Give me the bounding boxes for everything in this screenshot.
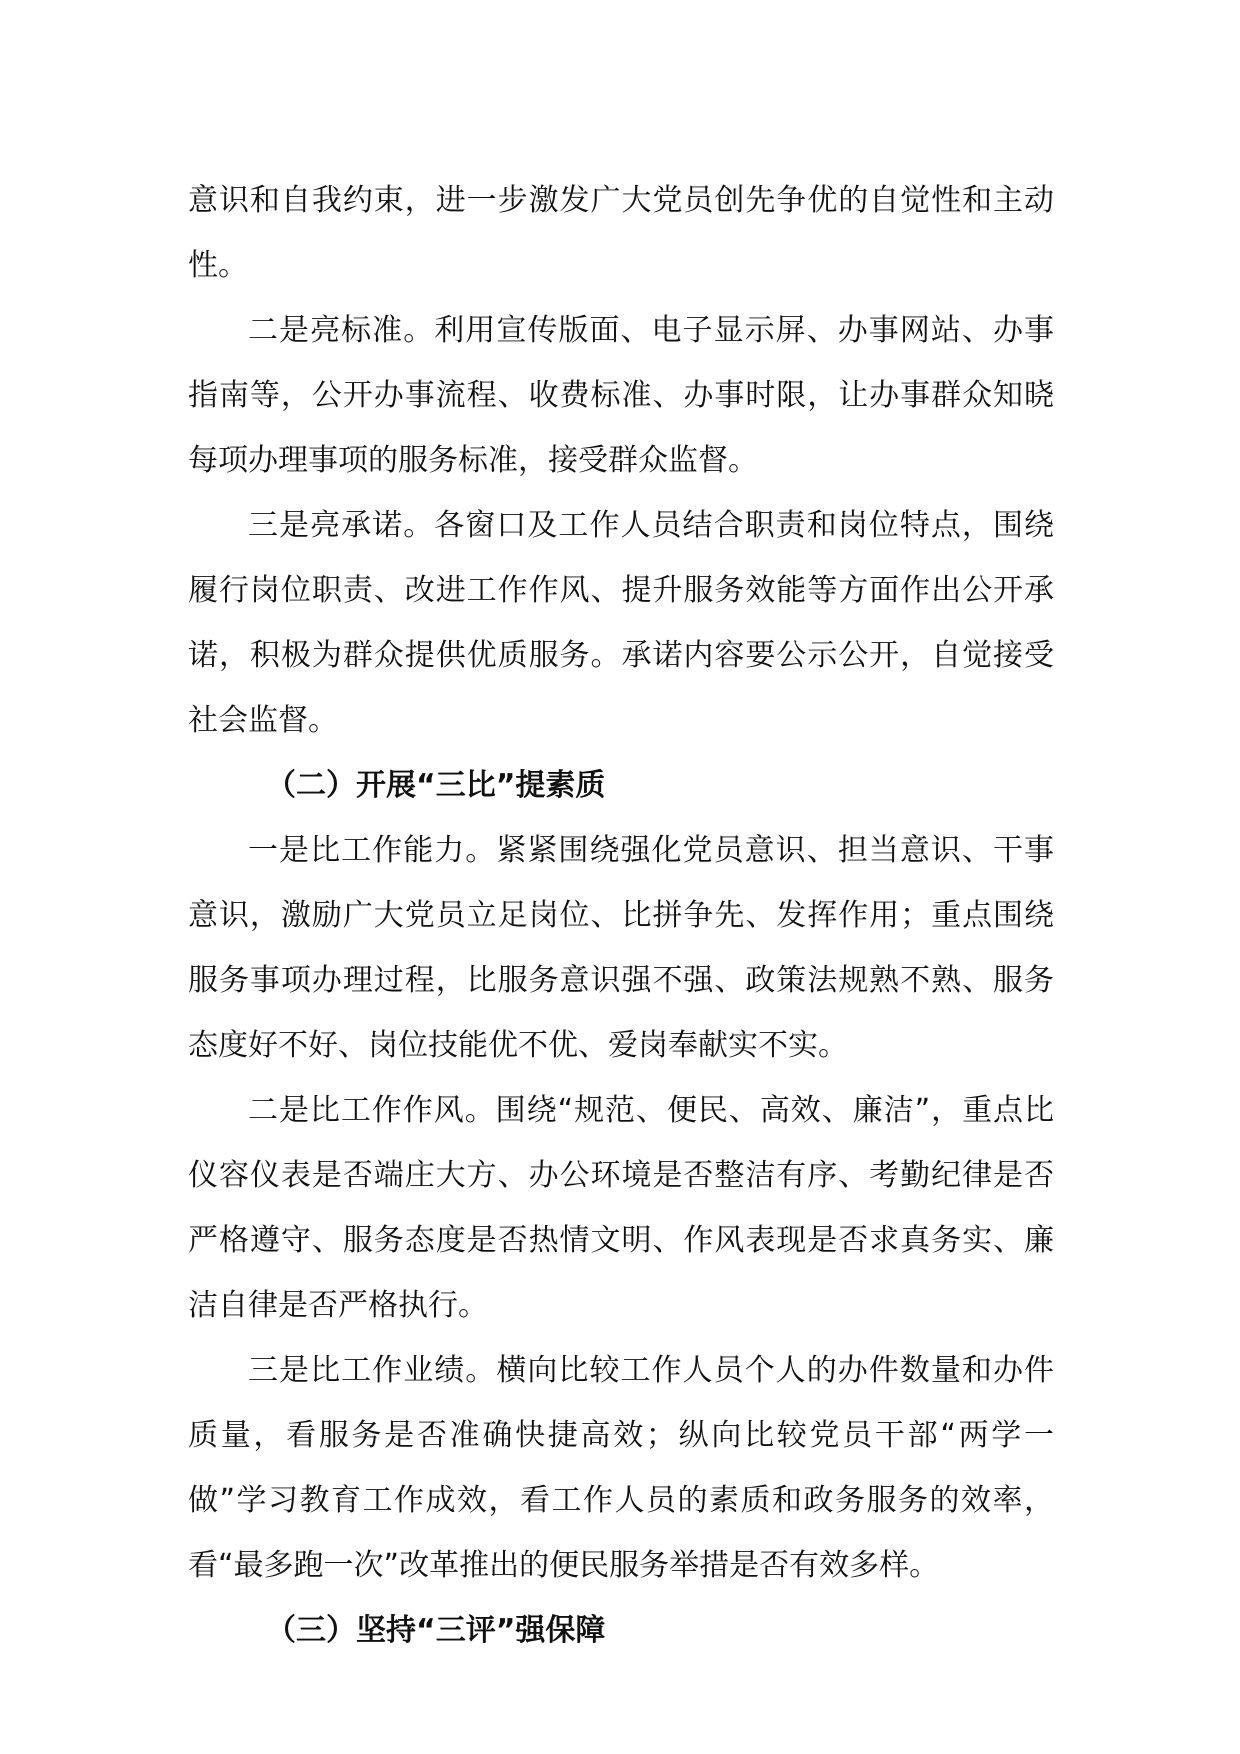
paragraph-bi-gongzuo-yeji: 三是比工作业绩。横向比较工作人员个人的办件数量和办件质量，看服务是否准确快捷高效；纵向比较党员干部“两学一做”学习教育工作成效，看工作人员的素质和政务服务的效率，看“最多跑一次”改革推出的便民服务举措是否有效多样。 [188, 1353, 1054, 1583]
section-heading-san-bi: （二）开展“三比”提素质 [266, 768, 606, 803]
paragraph-liang-biaozhun: 二是亮标准。利用宣传版面、电子显示屏、办事网站、办事指南等，公开办事流程、收费标准、办事时限，让办事群众知晓每项办理事项的服务标准，接受群众监督。 [188, 313, 1054, 478]
paragraph-bi-gongzuo-nengli: 一是比工作能力。紧紧围绕强化党员意识、担当意识、干事意识，激励广大党员立足岗位、比拼争先、发挥作用；重点围绕服务事项办理过程，比服务意识强不强、政策法规熟不熟、服务态度好不好、岗位技能优不优、爱岗奉献实不实。 [188, 833, 1054, 1063]
section-heading-san-ping: （三）坚持“三评”强保障 [266, 1613, 606, 1648]
document-body [188, 168, 1054, 1663]
paragraph-continuation: 意识和自我约束，进一步激发广大党员创先争优的自觉性和主动性。 [188, 183, 1054, 283]
paragraph-liang-chengnuo: 三是亮承诺。各窗口及工作人员结合职责和岗位特点，围绕履行岗位职责、改进工作作风、提升服务效能等方面作出公开承诺，积极为群众提供优质服务。承诺内容要公示公开，自觉接受社会监督。 [188, 508, 1054, 738]
paragraph-bi-gongzuo-zuofeng: 二是比工作作风。围绕“规范、便民、高效、廉洁”，重点比仪容仪表是否端庄大方、办公环境是否整洁有序、考勤纪律是否严格遵守、服务态度是否热情文明、作风表现是否求真务实、廉洁自律是否严格执行。 [188, 1093, 1054, 1323]
